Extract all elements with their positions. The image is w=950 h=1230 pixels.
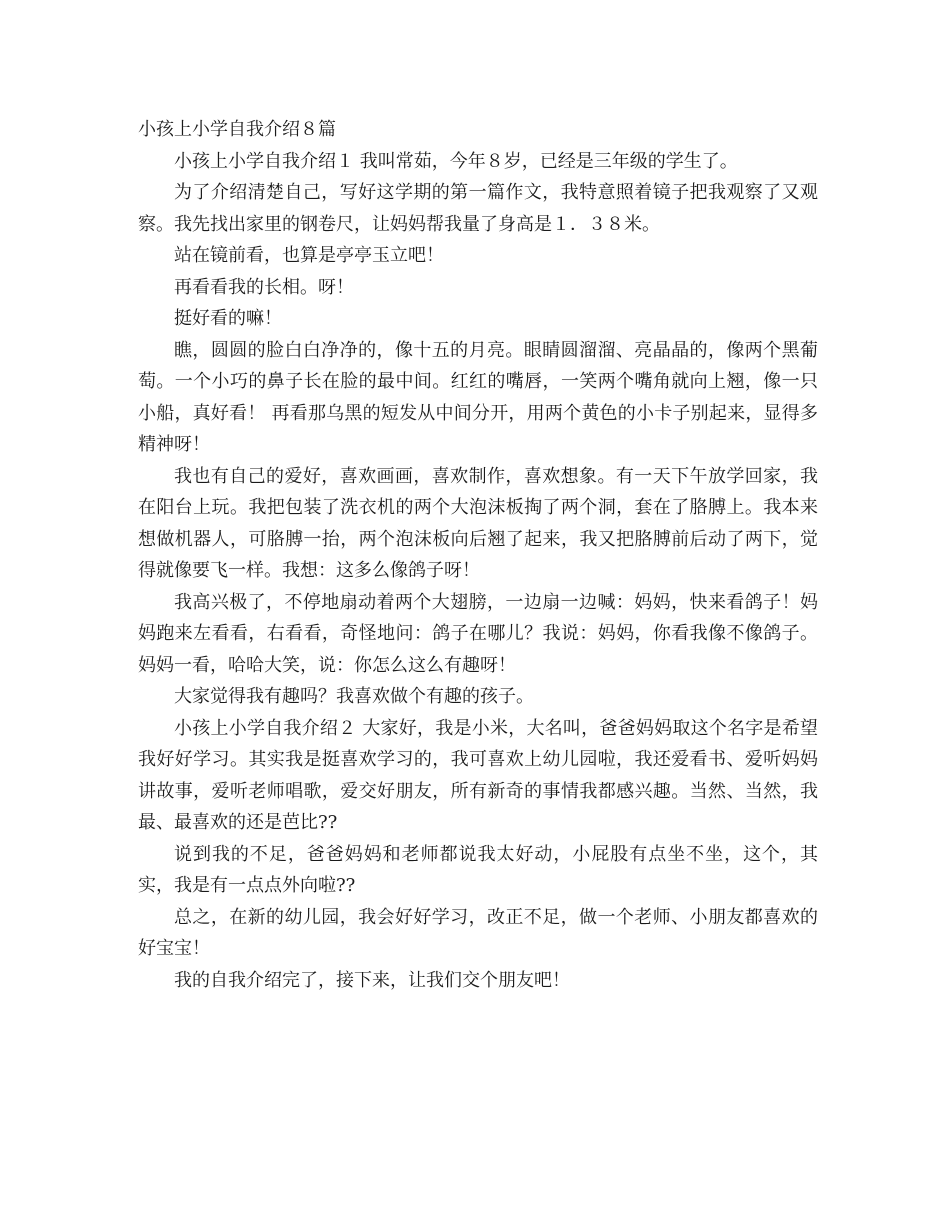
paragraph: 我的自我介绍完了，接下来，让我们交个朋友吧！ [174,969,570,991]
document-title: 小孩上小学自我介绍８篇 [138,119,336,140]
paragraph: 总之，在新的幼儿园，我会好好学习，改正不足，做一个老师、小朋友都喜欢的好宝宝！ [138,906,818,959]
paragraph: 我高兴极了，不停地扇动着两个大翅膀，一边扇一边喊：妈妈，快来看鸽子！妈妈跑来左看看，右看看，奇怪地问：鸽子在哪儿？我说：妈妈，你看我像不像鸽子。妈妈一看，哈哈大笑，说：你怎么这么有趣呀！ [138,591,818,676]
document-body [138,114,818,996]
paragraph: 为了介绍清楚自己，写好这学期的第一篇作文，我特意照着镜子把我观察了又观察。我先找出家里的钢卷尺，让妈妈帮我量了身高是１．３８米。 [138,182,818,235]
paragraph: 说到我的不足，爸爸妈妈和老师都说我太好动，小屁股有点坐不坐，这个，其实，我是有一点点外向啦?? [138,843,818,896]
paragraph: 我也有自己的爱好，喜欢画画，喜欢制作，喜欢想象。有一天下午放学回家，我在阳台上玩。我把包装了洗衣机的两个大泡沫板掏了两个洞，套在了胳膊上。我本来想做机器人，可胳膊一抬，两个泡沫板向后翘了起来，我又把胳膊前后动了两下，觉得就像要飞一样。我想：这多么像鸽子呀！ [138,465,818,581]
paragraph: 小孩上小学自我介绍１ 我叫常茹，今年８岁，已经是三年级的学生了。 [174,150,738,172]
paragraph: 小孩上小学自我介绍２ 大家好，我是小米，大名叫，爸爸妈妈取这个名字是希望我好好学习。其实我是挺喜欢学习的，我可喜欢上幼儿园啦，我还爱看书、爱听妈妈讲故事，爱听老师唱歌，爱交好朋友，所有新奇的事情我都感兴趣。当然、当然，我最、最喜欢的还是芭比?? [138,717,818,833]
paragraph: 瞧，圆圆的脸白白净净的，像十五的月亮。眼睛圆溜溜、亮晶晶的，像两个黑葡萄。一个小巧的鼻子长在脸的最中间。红红的嘴唇，一笑两个嘴角就向上翘，像一只小船，真好看！ 再看那乌黑的短发从中间分开，用两个黄色的小卡子别起来，显得多精神呀！ [138,339,818,455]
paragraph: 大家觉得我有趣吗？我喜欢做个有趣的孩子。 [174,686,534,707]
paragraph: 再看看我的长相。呀！ [174,276,354,298]
paragraph: 挺好看的嘛！ [174,308,282,329]
paragraph: 站在镜前看，也算是亭亭玉立吧！ [174,245,444,266]
